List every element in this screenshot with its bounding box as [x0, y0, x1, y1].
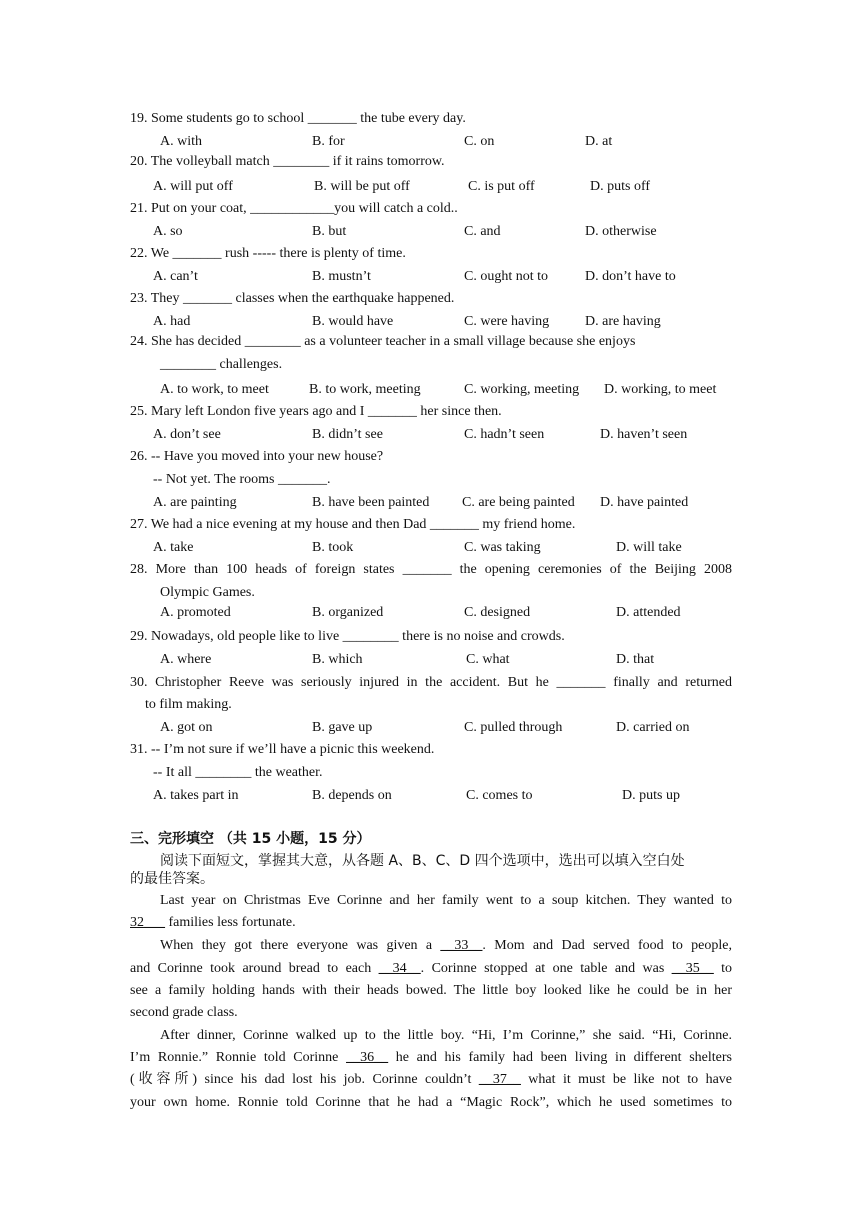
- option-a: A. are painting: [153, 495, 237, 510]
- option-d: D. are having: [585, 314, 661, 329]
- question-stem-continued: Olympic Games.: [160, 585, 255, 600]
- option-c: C. designed: [464, 605, 531, 620]
- passage-text: families less fortunate.: [165, 915, 296, 930]
- option-b: B. organized: [312, 605, 384, 620]
- option-d: D. attended: [616, 605, 681, 620]
- option-a: A. so: [153, 224, 183, 239]
- option-b: B. have been painted: [312, 495, 430, 510]
- question-stem-continued: -- Not yet. The rooms _______.: [153, 472, 331, 487]
- option-c: C. pulled through: [464, 720, 563, 735]
- passage-text: I’m Ronnie.” Ronnie told Corinne: [130, 1050, 347, 1065]
- passage-text: When they got there everyone was given a: [160, 938, 441, 953]
- option-c: C. what: [466, 652, 510, 667]
- option-d: D. working, to meet: [604, 382, 717, 397]
- option-d: D. have painted: [600, 495, 689, 510]
- option-d: D. puts off: [590, 179, 651, 194]
- option-a: A. can’t: [153, 269, 198, 284]
- option-a: A. don’t see: [153, 427, 221, 442]
- passage-text: he and his family had been living in different shelters: [388, 1050, 732, 1065]
- passage-line: After dinner, Corinne walked up to the little boy. “Hi, I’m Corinne,” she said. “Hi, Corinne.: [160, 1028, 732, 1043]
- question-stem: 19. Some students go to school _______ the tube every day.: [130, 111, 466, 126]
- option-b: B. depends on: [312, 788, 392, 803]
- option-c: C. and: [464, 224, 501, 239]
- option-b: B. for: [312, 134, 345, 149]
- question-stem-continued: -- It all ________ the weather.: [153, 765, 323, 780]
- option-b: B. but: [312, 224, 347, 239]
- question-stem: 22. We _______ rush ----- there is plenty of time.: [130, 246, 406, 261]
- question-stem: 30. Christopher Reeve was seriously injured in the accident. But he _______ finally and returned: [130, 675, 732, 690]
- option-d: D. don’t have to: [585, 269, 676, 284]
- option-c: C. is put off: [468, 179, 535, 194]
- option-a: A. where: [160, 652, 212, 667]
- question-stem: 23. They _______ classes when the earthquake happened.: [130, 291, 455, 306]
- question-stem: 26. -- Have you moved into your new house?: [130, 449, 384, 464]
- option-c: C. on: [464, 134, 495, 149]
- option-c: C. are being painted: [462, 495, 575, 510]
- option-a: A. got on: [160, 720, 213, 735]
- blank-32: 32___: [130, 915, 165, 930]
- option-d: D. haven’t seen: [600, 427, 688, 442]
- section-instruction: 阅读下面短文，掌握其大意，从各题 A、B、C、D 四个选项中，选出可以填入空白处: [160, 853, 685, 869]
- option-d: D. will take: [616, 540, 682, 555]
- option-d: D. at: [585, 134, 613, 149]
- option-d: D. puts up: [622, 788, 680, 803]
- passage-line: [130, 960, 732, 978]
- option-c: C. was taking: [464, 540, 541, 555]
- question-stem: 24. She has decided ________ as a volunteer teacher in a small village because she enjoys: [130, 334, 636, 349]
- option-a: A. takes part in: [153, 788, 239, 803]
- question-stem-continued: ________ challenges.: [160, 357, 283, 372]
- option-c: C. working, meeting: [464, 382, 580, 397]
- passage-text: (收容所) since his dad lost his job. Corinne couldn’t: [130, 1072, 479, 1087]
- question-stem: 27. We had a nice evening at my house and then Dad _______ my friend home.: [130, 517, 576, 532]
- blank-34: __34__: [378, 961, 421, 976]
- question-stem: 28. More than 100 heads of foreign states _______ the opening ceremonies of the Beijing 2008: [130, 562, 732, 577]
- question-stem-continued: to film making.: [145, 697, 232, 712]
- passage-line: [130, 1071, 732, 1089]
- blank-33: __33__: [440, 938, 483, 953]
- section-title: 三、完形填空 （共 15 小题，15 分）: [130, 831, 371, 847]
- option-a: A. will put off: [153, 179, 233, 194]
- option-a: A. had: [153, 314, 191, 329]
- question-stem: 29. Nowadays, old people like to live ________ there is no noise and crowds.: [130, 629, 565, 644]
- option-c: C. were having: [464, 314, 550, 329]
- passage-text: to: [713, 961, 732, 976]
- option-b: B. took: [312, 540, 354, 555]
- blank-37: __37__: [478, 1072, 521, 1087]
- option-b: B. will be put off: [314, 179, 410, 194]
- option-c: C. comes to: [466, 788, 533, 803]
- option-d: D. otherwise: [585, 224, 657, 239]
- passage-line: [130, 1049, 732, 1067]
- option-a: A. to work, to meet: [160, 382, 269, 397]
- passage-text: and Corinne took around bread to each: [130, 961, 379, 976]
- option-a: A. take: [153, 540, 194, 555]
- passage-line: your own home. Ronnie told Corinne that he had a “Magic Rock”, which he used sometimes to: [130, 1095, 732, 1110]
- option-c: C. hadn’t seen: [464, 427, 545, 442]
- question-stem: 20. The volleyball match ________ if it rains tomorrow.: [130, 154, 445, 169]
- question-stem: 25. Mary left London five years ago and I _______ her since then.: [130, 404, 502, 419]
- option-a: A. with: [160, 134, 202, 149]
- passage-line: second grade class.: [130, 1005, 238, 1020]
- option-b: B. mustn’t: [312, 269, 371, 284]
- passage-line: [160, 937, 732, 955]
- passage-line: [130, 914, 296, 932]
- passage-line: see a family holding hands with their heads bowed. The little boy looked like he could be in her: [130, 983, 732, 998]
- passage-line: Last year on Christmas Eve Corinne and her family went to a soup kitchen. They wanted to: [160, 893, 732, 908]
- option-b: B. which: [312, 652, 363, 667]
- option-b: B. gave up: [312, 720, 373, 735]
- option-d: D. that: [616, 652, 655, 667]
- option-d: D. carried on: [616, 720, 690, 735]
- passage-text: . Mom and Dad served food to people,: [482, 938, 732, 953]
- option-b: B. didn’t see: [312, 427, 383, 442]
- option-c: C. ought not to: [464, 269, 549, 284]
- option-b: B. would have: [312, 314, 394, 329]
- option-a: A. promoted: [160, 605, 231, 620]
- question-stem: 31. -- I’m not sure if we’ll have a picnic this weekend.: [130, 742, 435, 757]
- blank-36: __36__: [346, 1050, 389, 1065]
- option-b: B. to work, meeting: [309, 382, 421, 397]
- question-stem: 21. Put on your coat, ____________you will catch a cold..: [130, 201, 458, 216]
- section-instruction-continued: 的最佳答案。: [130, 871, 214, 887]
- passage-text: what it must be like not to have: [520, 1072, 733, 1087]
- blank-35: __35__: [671, 961, 714, 976]
- passage-text: . Corinne stopped at one table and was: [420, 961, 672, 976]
